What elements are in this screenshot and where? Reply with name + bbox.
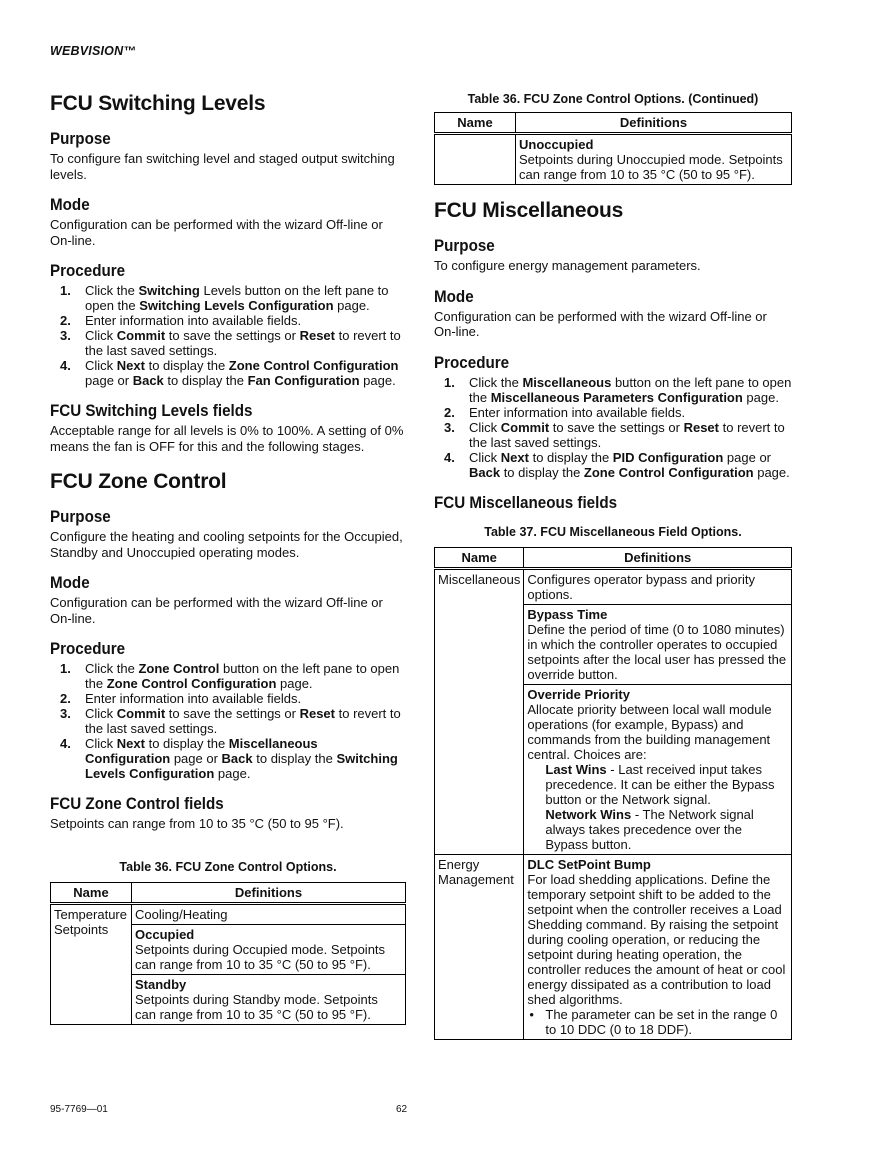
step-text: to revert to the last saved settings. bbox=[85, 706, 401, 736]
definition-text: Setpoints during Unoccupied mode. Setpoints can range from 10 to 35 °C (50 to 95 °F). bbox=[519, 152, 783, 182]
choice-network-wins bbox=[527, 807, 788, 852]
definition-text: For load shedding applications. Define the temporary setpoint shift to be added to the setpoint when the controller receives a Load Shedding command. By raising the setpoint during cooling operation, or reducing the setpoint during heating operation, the controller reduces the amount of heat or cool energy dissipated as a contribution to load shed algorithms. bbox=[527, 871, 786, 1007]
table-header-name: Name bbox=[51, 882, 132, 903]
bullet-item: • The parameter can be set in the range 0 to 10 DDC (0 to 18 DDF). bbox=[527, 1007, 788, 1037]
fields-heading: FCU Miscellaneous fields bbox=[434, 493, 618, 512]
step-text: to revert to the last saved settings. bbox=[469, 419, 785, 450]
procedure-step bbox=[50, 691, 406, 706]
step-text: to display the bbox=[163, 373, 248, 388]
step-emphasis: Next bbox=[500, 449, 529, 465]
step-emphasis: Miscellaneous bbox=[522, 374, 612, 390]
procedure-step bbox=[434, 375, 792, 405]
purpose-heading: Purpose bbox=[50, 508, 111, 526]
procedure-heading: Procedure bbox=[50, 262, 126, 280]
procedure-step bbox=[50, 358, 406, 388]
step-text: Enter information into available fields. bbox=[85, 313, 302, 328]
step-emphasis: Miscellaneous Parameters Configuration bbox=[490, 389, 743, 405]
procedure-step bbox=[434, 420, 792, 450]
step-number: 2. bbox=[60, 691, 71, 706]
step-emphasis: Miscellaneous Configuration bbox=[85, 736, 318, 766]
procedure-step bbox=[50, 661, 406, 691]
step-text: page. bbox=[359, 373, 396, 388]
step-text: page or bbox=[723, 449, 771, 465]
page-number: 62 bbox=[396, 1104, 408, 1115]
step-emphasis: Back bbox=[221, 751, 253, 766]
step-emphasis: Zone Control Configuration bbox=[106, 676, 277, 691]
step-emphasis: Switching bbox=[138, 283, 200, 298]
fields-heading: FCU Zone Control fields bbox=[50, 795, 224, 813]
table-cell-definition bbox=[524, 604, 792, 684]
step-text: to display the bbox=[252, 751, 337, 766]
definition-title: Occupied bbox=[135, 926, 195, 942]
document-number: 95-7769—01 bbox=[50, 1104, 108, 1115]
step-text: button on the left pane to open the bbox=[85, 661, 400, 691]
procedure-list-switching bbox=[50, 283, 406, 388]
step-text: page. bbox=[753, 464, 790, 480]
table-caption: Table 36. FCU Zone Control Options. bbox=[119, 859, 337, 874]
definition-text: Define the period of time (0 to 1080 minutes) in which the controller operates to occupied setpoints after the local user has pressed the override button. bbox=[527, 621, 787, 682]
step-emphasis: Zone Control Configuration bbox=[583, 464, 754, 480]
step-text: Enter information into available fields. bbox=[85, 691, 302, 706]
procedure-step bbox=[50, 328, 406, 358]
step-text: Click bbox=[469, 419, 501, 435]
procedure-heading: Procedure bbox=[50, 640, 126, 658]
table-cell-definition bbox=[132, 974, 406, 1024]
table-cell-definition: Configures operator bypass and priority options. bbox=[524, 568, 792, 604]
definition-text: Allocate priority between local wall module operations (for example, Bypass) and commands from the building management central. Choices are: bbox=[527, 701, 772, 762]
step-number: 3. bbox=[60, 706, 71, 721]
fields-text: Acceptable range for all levels is 0% to 100%. A setting of 0% means the fan is OFF for this and the following stages. bbox=[50, 423, 404, 454]
step-text: to save the settings or bbox=[549, 419, 684, 435]
procedure-heading: Procedure bbox=[434, 353, 510, 372]
purpose-text: To configure fan switching level and staged output switching levels. bbox=[50, 151, 395, 182]
step-number: 3. bbox=[60, 328, 71, 343]
definition-title: Unoccupied bbox=[519, 137, 594, 152]
definition-title: Standby bbox=[135, 976, 187, 992]
procedure-step bbox=[434, 405, 792, 420]
procedure-step bbox=[50, 706, 406, 736]
step-text: Click bbox=[85, 328, 117, 343]
step-text: page. bbox=[276, 676, 313, 691]
mode-text: Configuration can be performed with the wizard Off-line or On-line. bbox=[50, 217, 383, 248]
definition-title: Bypass Time bbox=[527, 606, 608, 622]
table-header-name: Name bbox=[435, 547, 524, 568]
table-cell-definition bbox=[516, 134, 792, 185]
table-cell-definition bbox=[132, 924, 406, 974]
table-caption: Table 37. FCU Miscellaneous Field Options. bbox=[484, 524, 742, 539]
purpose-text: To configure energy management parameters. bbox=[434, 258, 701, 273]
mode-heading: Mode bbox=[434, 287, 474, 306]
procedure-step bbox=[50, 313, 406, 328]
step-emphasis: Back bbox=[132, 373, 164, 388]
zone-control-table bbox=[50, 882, 406, 1025]
definition-text: Setpoints during Standby mode. Setpoints can range from 10 to 35 °C (50 to 95 °F). bbox=[135, 991, 378, 1022]
step-text: Click bbox=[85, 706, 117, 721]
step-number: 2. bbox=[444, 404, 455, 420]
table-cell-name: Temperature Setpoints bbox=[51, 903, 132, 1024]
step-emphasis: Commit bbox=[500, 419, 550, 435]
step-emphasis: PID Configuration bbox=[612, 449, 724, 465]
mode-text: Configuration can be performed with the wizard Off-line or On-line. bbox=[434, 308, 767, 339]
table-header-name: Name bbox=[435, 113, 516, 134]
table-header-definitions: Definitions bbox=[132, 882, 406, 903]
step-text: Click the bbox=[469, 374, 523, 390]
procedure-step bbox=[50, 736, 406, 781]
step-text: to display the bbox=[500, 464, 584, 480]
miscellaneous-table bbox=[434, 547, 792, 1040]
zone-control-table-continued bbox=[434, 112, 792, 185]
step-text: Click the bbox=[85, 283, 139, 298]
section-title-miscellaneous: FCU Miscellaneous bbox=[434, 199, 624, 222]
step-text: to display the bbox=[144, 358, 229, 373]
step-text: to revert to the last saved settings. bbox=[85, 328, 401, 358]
step-text: to display the bbox=[144, 736, 229, 751]
step-number: 4. bbox=[60, 358, 71, 373]
table-cell-definition bbox=[524, 854, 792, 1039]
right-column bbox=[434, 92, 792, 1040]
step-emphasis: Reset bbox=[683, 419, 719, 435]
choice-last-wins bbox=[527, 762, 788, 807]
table-cell-name bbox=[435, 134, 516, 185]
step-emphasis: Switching Levels Configuration bbox=[85, 751, 398, 781]
step-number: 4. bbox=[60, 736, 71, 751]
step-number: 2. bbox=[60, 313, 71, 328]
choice-text: - Last received input takes precedence. It can be either the Bypass button or the Network signal. bbox=[545, 761, 775, 807]
choice-label: Network Wins bbox=[545, 806, 632, 822]
procedure-step bbox=[434, 450, 792, 480]
step-number: 1. bbox=[60, 661, 71, 676]
step-number: 1. bbox=[60, 283, 71, 298]
step-text: page. bbox=[214, 766, 251, 781]
step-number: 1. bbox=[444, 374, 455, 390]
table-caption: Table 36. FCU Zone Control Options. (Continued) bbox=[467, 92, 759, 106]
step-text: to display the bbox=[528, 449, 613, 465]
step-text: page. bbox=[333, 298, 370, 313]
step-number: 4. bbox=[444, 449, 455, 465]
step-text: Click bbox=[85, 358, 117, 373]
step-text: Enter information into available fields. bbox=[469, 404, 686, 420]
mode-heading: Mode bbox=[50, 574, 90, 592]
fields-text: Setpoints can range from 10 to 35 °C (50 to 95 °F). bbox=[50, 816, 344, 831]
table-header-definitions: Definitions bbox=[524, 547, 792, 568]
section-title-zone-control: FCU Zone Control bbox=[50, 470, 227, 493]
step-emphasis: Switching Levels Configuration bbox=[139, 298, 334, 313]
step-emphasis: Commit bbox=[116, 706, 166, 721]
definition-title: DLC SetPoint Bump bbox=[527, 856, 651, 872]
definition-title: Override Priority bbox=[527, 686, 630, 702]
step-text: Click bbox=[85, 736, 117, 751]
mode-heading: Mode bbox=[50, 196, 90, 214]
table-cell-definition bbox=[524, 684, 792, 854]
purpose-text: Configure the heating and cooling setpoints for the Occupied, Standby and Unoccupied operating modes. bbox=[50, 529, 403, 560]
step-text: button on the left pane to open the bbox=[469, 374, 792, 405]
step-emphasis: Fan Configuration bbox=[247, 373, 360, 388]
step-emphasis: Back bbox=[469, 464, 501, 480]
step-text: Click the bbox=[85, 661, 139, 676]
step-text: Click bbox=[469, 449, 501, 465]
step-emphasis: Next bbox=[116, 358, 145, 373]
table-cell-definition: Cooling/Heating bbox=[132, 903, 406, 924]
step-number: 3. bbox=[444, 419, 455, 435]
step-emphasis: Zone Control bbox=[138, 661, 220, 676]
step-emphasis: Zone Control Configuration bbox=[228, 358, 399, 373]
mode-text: Configuration can be performed with the wizard Off-line or On-line. bbox=[50, 595, 383, 626]
definition-text: Setpoints during Occupied mode. Setpoints can range from 10 to 35 °C (50 to 95 °F). bbox=[135, 941, 386, 972]
running-header: WEBVISION™ bbox=[50, 44, 137, 58]
step-emphasis: Commit bbox=[116, 328, 166, 343]
fields-heading: FCU Switching Levels fields bbox=[50, 402, 253, 420]
table-cell-name: Energy Management bbox=[435, 854, 524, 1039]
step-emphasis: Reset bbox=[299, 328, 335, 343]
step-text: page. bbox=[742, 389, 779, 405]
step-text: to save the settings or bbox=[165, 328, 300, 343]
step-text: page or bbox=[85, 373, 133, 388]
procedure-step bbox=[50, 283, 406, 313]
choice-label: Last Wins bbox=[545, 761, 607, 777]
procedure-list-miscellaneous bbox=[434, 375, 792, 480]
step-emphasis: Reset bbox=[299, 706, 335, 721]
table-header-definitions: Definitions bbox=[516, 113, 792, 134]
step-text: Levels button on the left pane to open the bbox=[85, 283, 389, 313]
purpose-heading: Purpose bbox=[50, 130, 111, 148]
purpose-heading: Purpose bbox=[434, 237, 495, 255]
step-text: page or bbox=[170, 751, 222, 766]
section-title-switching-levels: FCU Switching Levels bbox=[50, 92, 266, 115]
procedure-list-zone-control bbox=[50, 661, 406, 781]
choice-text: - The Network signal always takes precedence over the Bypass button. bbox=[545, 806, 754, 852]
left-column bbox=[50, 92, 406, 1025]
table-cell-name: Miscellaneous bbox=[435, 568, 524, 854]
step-emphasis: Next bbox=[116, 736, 145, 751]
step-text: to save the settings or bbox=[165, 706, 300, 721]
